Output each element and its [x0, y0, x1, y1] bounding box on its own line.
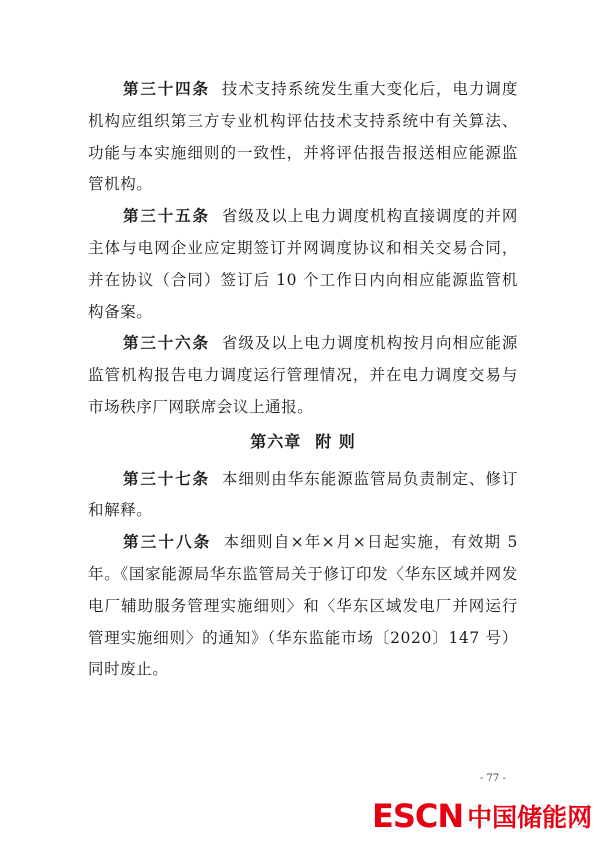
article-37	[88, 464, 518, 528]
article-number: 第三十五条	[123, 207, 210, 226]
article-text: 技术支持系统发生重大变化后，电力调度机构应组织第三方专业机构评估技术支持系统中有关算法、功能与本实施细则的一致性，并将评估报告报送相应能源监管机构。	[88, 80, 518, 194]
escn-watermark-logo	[372, 796, 592, 836]
page-number: - 77 -	[480, 773, 506, 784]
article-number: 第三十七条	[123, 469, 210, 488]
document-body	[88, 74, 518, 686]
article-38	[88, 527, 518, 686]
article-text: 省级及以上电力调度机构按月向相应能源监管机构报告电力调度运行管理情况，并在电力调度交易与市场秩序厂网联席会议上通报。	[88, 334, 518, 416]
article-34	[88, 74, 518, 201]
chapter-heading	[88, 426, 518, 458]
article-number: 第三十四条	[123, 80, 210, 98]
article-text: 本细则由华东能源监管局负责制定、修订和解释。	[88, 469, 518, 520]
article-35	[88, 201, 518, 328]
chapter-name: 附 则	[315, 431, 356, 451]
watermark-cjk: 中国储能网	[467, 803, 593, 832]
article-number: 第三十八条	[123, 533, 212, 552]
article-number: 第三十六条	[123, 334, 210, 353]
article-text: 本细则自×年×月×日起实施，有效期 5 年。《国家能源局华东监管局关于修订印发〈华东区域并网发电厂辅助服务管理实施细则〉和〈华东区域发电厂并网运行管理实施细则〉的通知》（华东监能市场〔2020〕147 号）同时废止。	[88, 533, 518, 679]
chapter-title: 第六章	[250, 431, 302, 451]
article-text: 省级及以上电力调度机构直接调度的并网主体与电网企业应定期签订并网调度协议和相关交易合同，并在协议（合同）签订后 10 个工作日内向相应能源监管机构备案。	[88, 207, 518, 321]
watermark-latin: ESCN	[372, 797, 464, 835]
article-36	[88, 328, 518, 423]
